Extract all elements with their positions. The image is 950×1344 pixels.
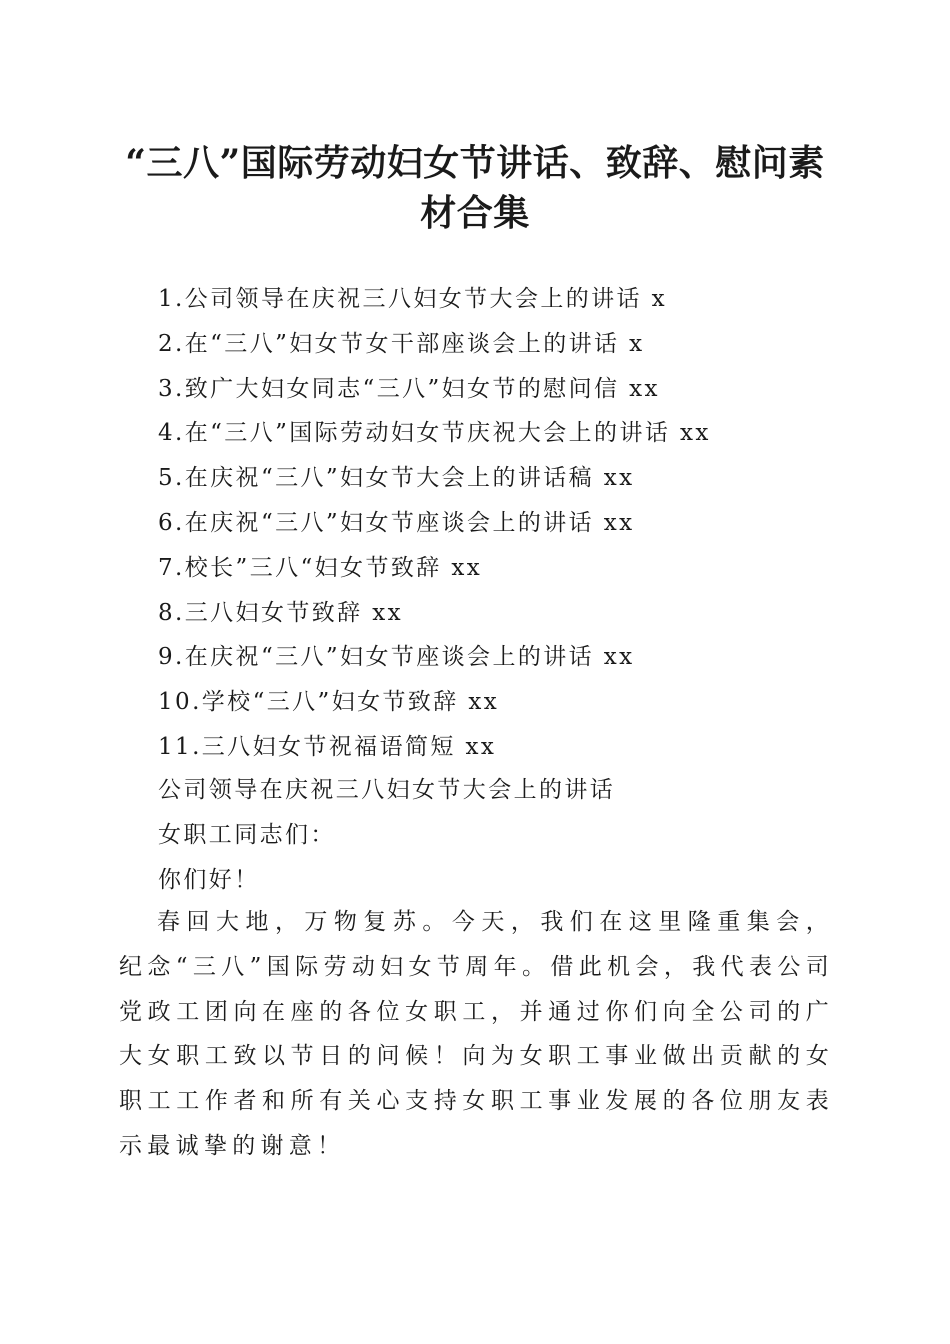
- section-title: 公司领导在庆祝三八妇女节大会上的讲话: [158, 777, 616, 803]
- toc-item-11: 11.三八妇女节祝福语简短 xx: [158, 733, 497, 760]
- toc-item-3: 3.致广大妇女同志“三八”妇女节的慰问信 xx: [158, 375, 660, 402]
- document-title: “三八”国际劳动妇女节讲话、致辞、慰问素材合集: [125, 142, 825, 234]
- toc-item-8: 8.三八妇女节致辞 xx: [158, 599, 403, 626]
- toc-item-9: 9.在庆祝“三八”妇女节座谈会上的讲话 xx: [158, 644, 635, 671]
- toc-item-2: 2.在“三八”妇女节女干部座谈会上的讲话 x: [158, 330, 645, 357]
- toc-item-7: 7.校长”三八“妇女节致辞 xx: [158, 554, 483, 581]
- toc-item-10: 10.学校“三八”妇女节致辞 xx: [158, 689, 500, 716]
- toc-item-5: 5.在庆祝“三八”妇女节大会上的讲话稿 xx: [158, 465, 635, 492]
- speech-paragraph: 春回大地，万物复苏。今天，我们在这里隆重集会，纪念“三八”国际劳动妇女节周年。借此机会，我代表公司党政工团向在座的各位女职工，并通过你们向全公司的广大女职工致以节日的问候！向为女职工事业做出贡献的女职工工作者和所有关心支持女职工事业发展的各位朋友表示最诚挚的谢意！: [119, 909, 834, 1159]
- salutation: 女职工同志们：: [158, 821, 336, 848]
- toc-item-6: 6.在庆祝“三八”妇女节座谈会上的讲话 xx: [158, 509, 635, 536]
- greeting: 你们好！: [158, 866, 260, 893]
- toc-item-4: 4.在“三八”国际劳动妇女节庆祝大会上的讲话 xx: [158, 420, 711, 447]
- table-of-contents: [158, 277, 838, 770]
- speech-header: [158, 768, 838, 902]
- toc-item-1: 1.公司领导在庆祝三八妇女节大会上的讲话 x: [158, 286, 668, 312]
